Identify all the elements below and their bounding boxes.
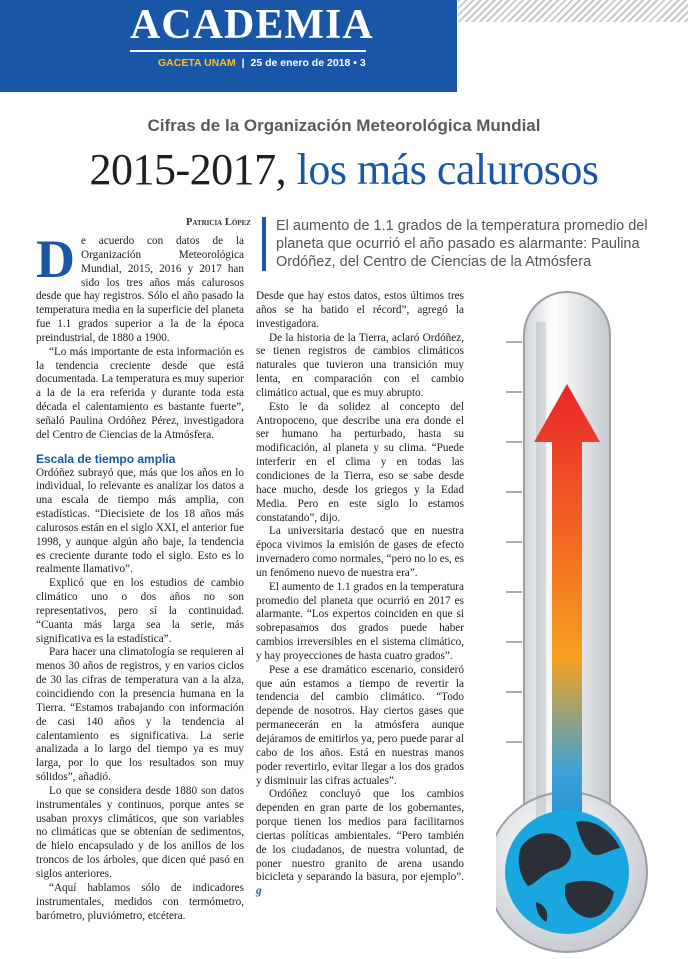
paragraph: De la historia de la Tierra, aclaró Ordóñez, se tienen registros de cambios climáticos naturales que tuvieron una transición muy lenta, en comparación con el cambio climático actual, que es muy abrupto. (256, 331, 464, 399)
paragraph: Esto le da solidez al concepto del Antropoceno, que describe una era donde el ser humano ha perturbado, hasta su modificación, al planeta y su clima. “Puede interferir en el clima y en todas las condiciones de la Tierra, eso se sabe desde hace mucho, desde los griegos y la Edad Media. Pero en este siglo lo estamos constatando”, dijo. (256, 400, 464, 524)
article-headline (0, 144, 688, 195)
headline-years: 2015-2017, (89, 145, 287, 194)
paragraph: Explicó que en los estudios de cambio climático uno o dos años no son representativos, pero sí la continuidad. “Cuanta más larga sea la serie, más significativa es la estadística”. (36, 577, 244, 645)
publication-name: GACETA UNAM (158, 57, 236, 69)
end-mark: g (256, 885, 262, 898)
paragraph (256, 788, 464, 899)
section-subhead: Escala de tiempo amplia (36, 451, 176, 466)
paragraph: Desde que hay estos datos, estos últimos tres años se ha batido el récord”, agregó la investigadora. (256, 290, 464, 330)
headline-rest: los más calurosos (296, 145, 599, 194)
masthead (0, 0, 457, 92)
body-column-2 (256, 290, 464, 899)
paragraph: Pese a ese dramático escenario, consideró que aún estamos a tiempo de revertir la tendencia del cambio climático. “Todo depende de nosotros. Hay ciertos gases que permanecerán en la atmósfera aunque dejáramos de emitirlos ya, pero puede parar al cabo de los años. Está en nuestras manos poder revertirlo, evitar llegar a los dos grados y disminuir las cifras actuales”. (256, 663, 464, 787)
paragraph: La universitaria destacó que en nuestra época vivimos la emisión de gases de efecto invernadero como normales, “pero no lo es, es un fenómeno nuevo de nuestra era”. (256, 525, 464, 579)
lead-text: e acuerdo con datos de la Organización Meteorológica Mundial, 2015, 2016 y 2017 han sido los tres años más calurosos desde que hay registros. Sólo el año pasado la temperatura media en la superficie del planeta fue 1.1 grados superior a la de la época preindustrial, de 1880 a 1900. (36, 235, 244, 344)
issue-date-page: 25 de enero de 2018 • 3 (250, 57, 366, 69)
paragraph: Para hacer una climatología se requieren al menos 30 años de registros, y en varios ciclos de 30 las cifras de temperatura van a la alza, coincidiendo con la presencia humana en la Tierra. “Estamos trabajando con información de casi 140 años y la tendencia al calentamiento es significativa. La serie analizada a lo largo del tiempo ya es muy larga, por lo que los resultados son muy sólidos”, añadió. (36, 646, 244, 784)
byline: Patricia López (186, 217, 251, 228)
article-kicker: Cifras de la Organización Meteorológica Mundial (147, 116, 541, 135)
masthead-rule (130, 50, 366, 52)
paragraph: Lo que se considera desde 1880 son datos instrumentales y continuos, porque antes se usaban proxys climáticos, que son variables no climáticas que se obtenían de sedimentos, de hielo encapsulado y de los anillos de los troncos de los árboles, que dicen qué pasó en siglos anteriores. (36, 784, 244, 880)
drop-cap: D (36, 229, 75, 289)
lead-paragraph (36, 229, 244, 346)
masthead-subline (158, 57, 366, 69)
hatched-corner-decoration (458, 0, 688, 22)
paragraph: El aumento de 1.1 grados en la temperatura promedio del planeta que ocurrió en 2017 es alarmante. “Los expertos coinciden en que si sobrepasamos dos grados puede haber cambios irreversibles en el sistema climático, y hay proyecciones de hasta cuatro grados”. (256, 580, 464, 662)
paragraph: “Aquí hablamos sólo de indicadores instrumentales, medidos con termómetro, barómetro, pluviómetro, etcétera. (36, 881, 244, 922)
pull-quote: El aumento de 1.1 grados de la temperatura promedio del planeta que ocurrió el año pasado es alarmante: Paulina Ordóñez, del Centro de Ciencias de la Atmósfera (262, 217, 686, 271)
thermometer-icon (496, 292, 647, 952)
closing-text: Ordóñez concluyó que los cambios dependen en gran parte de los gobernantes, porque tienen los medios para facilitarnos ciertas políticas ambientales. “Pero también de los ciudadanos, de nuestra voluntad, de poner nuestro granito de arena usando bicicleta y separando la basura, por ejemplo”. (256, 788, 464, 884)
masthead-title: ACADEMIA (130, 2, 374, 48)
paragraph: “Lo más importante de esta información es la tendencia creciente desde que está documentada. La temperatura es muy superior a la de la era referida y durante toda esta década el calentamiento es bastante fuerte”, señaló Paulina Ordóñez Pérez, investigadora del Centro de Ciencias de la Atmósfera. (36, 345, 244, 441)
thermometer-globe-illustration (496, 282, 686, 959)
paragraph: Ordóñez subrayó que, más que los años en lo individual, lo relevante es analizar los datos a una escala de tiempo más amplia, con estadísticas. “Diecisiete de los 18 años más calurosos están en el siglo XXI, el anterior fue 1998, y aunque algún año baje, la tendencia es creciente durante todo el siglo. Esto es lo realmente llamativo”. (36, 466, 244, 576)
separator: | (241, 57, 245, 69)
body-column-1 (36, 229, 244, 923)
